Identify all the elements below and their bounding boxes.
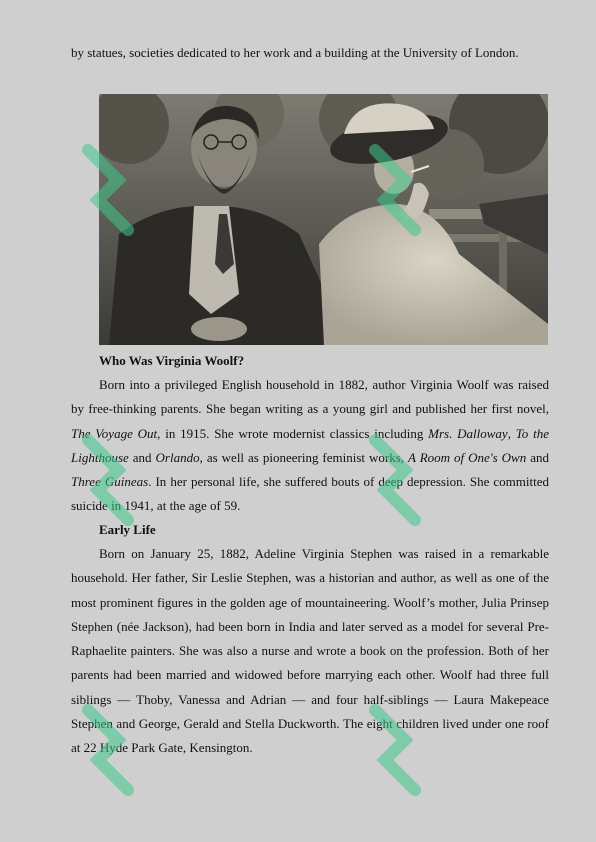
text-run: and [128, 449, 156, 465]
book-title: Orlando [155, 449, 200, 465]
photo-woolf-couple [99, 94, 548, 345]
paragraph-top-text: by statues, societies dedicated to her work and a building at the University of London. [71, 45, 519, 60]
book-title: To the Lighthouse [71, 425, 549, 465]
book-title: Mrs. Dalloway [428, 425, 508, 441]
section2-paragraph: Born on January 25, 1882, Adeline Virginia Stephen was raised in a remarkable household. Her father, Sir Leslie Stephen, was a historian and author, as well as one of the most prominent figures in the golden age of mountaineering. Woolf’s mother, Julia Prinsep Stephen (née Jackson), had been born in India and later served as a model for several Pre-Raphaelite painters. She was also a nurse and wrote a book on the profession. Both of her parents had been married and widowed before marrying each other. Woolf had three full siblings — Thoby, Vanessa and Adrian — and four half-siblings — Laura Makepeace Stephen and George, Gerald and Stella Duckworth. The eight children lived under one roof at 22 Hyde Park Gate, Kensington. [71, 546, 549, 756]
section-heading-who-was-virginia-woolf: Who Was Virginia Woolf? [99, 353, 245, 368]
text-run: , in 1915. She wrote modernist classics including [157, 425, 429, 441]
book-title: A Room of One's Own [408, 449, 527, 465]
text-run: , as well as pioneering feminist works, [199, 449, 409, 465]
paragraph-continued [71, 41, 549, 65]
book-title: The Voyage Out [71, 425, 158, 441]
book-title: Three Guineas [71, 474, 149, 490]
section2-body [71, 542, 549, 761]
section-heading-early-life: Early Life [99, 522, 156, 537]
text-run: . In her personal life, she suffered bouts of deep depression. She committed suicide in 1941, at the age of 59. [71, 474, 549, 514]
text-run: and [526, 449, 549, 465]
section1-paragraph [71, 373, 549, 519]
photo-illustration [99, 94, 548, 345]
text-run: Born into a privileged English household in 1882, author Virginia Woolf was raised by free-thinking parents. She began writing as a young girl and published her first novel, [71, 377, 549, 417]
text-run: , [507, 425, 516, 441]
section1-body [71, 373, 549, 519]
